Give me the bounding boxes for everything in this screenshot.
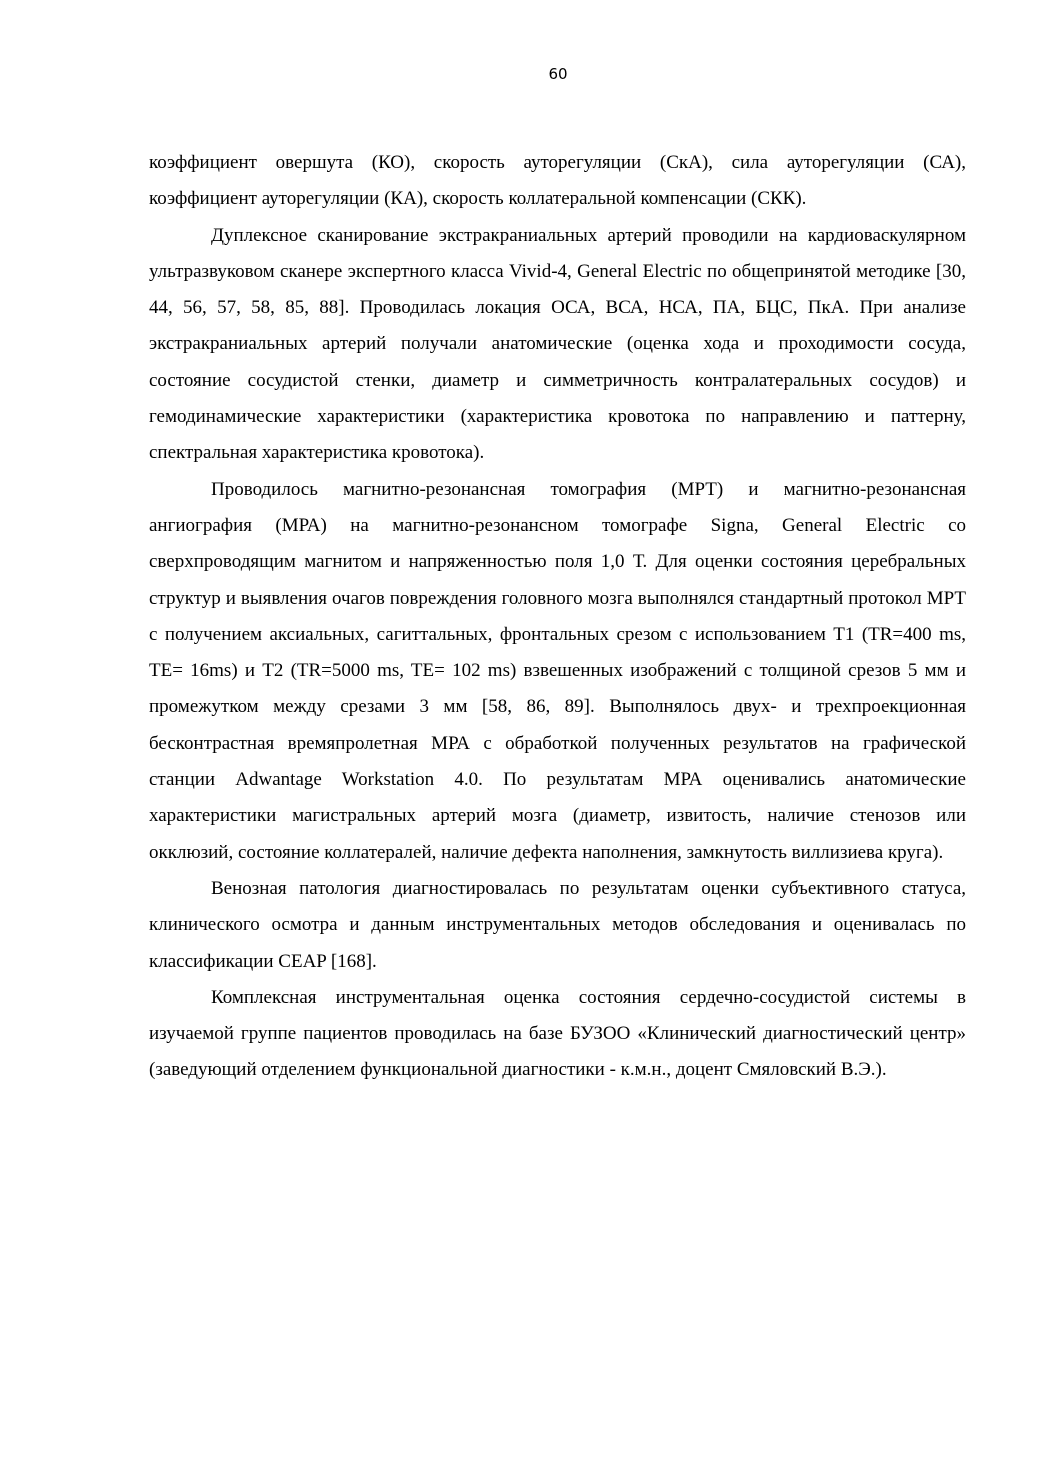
paragraph-mri-mra: Проводилось магнитно-резонансная томография (МРТ) и магнитно-резонансная ангиография (МРА) на магнитно-резонансном томографе Signa, General Electric со сверхпроводящим магнитом и напряженностью поля 1,0 Т. Для оценки состояния церебральных структур и выявления очагов повреждения головного мозга выполнялся стандартный протокол МРТ с получением аксиальных, сагиттальных, фронтальных срезом с использованием Т1 (TR=400 ms, TE= 16ms) и Т2 (TR=5000 ms, TE= 102 ms) взвешенных изображений с толщиной срезов 5 мм и промежутком между срезами 3 мм [58, 86, 89]. Выполнялось двух- и трехпроекционная бесконтрастная времяпролетная МРА с обработкой полученных результатов на графической станции Adwantage Workstation 4.0. По результатам МРА оценивались анатомические характеристики магистральных артерий мозга (диаметр, извитость, наличие стенозов или окклюзий, состояние коллатералей, наличие дефекта наполнения, замкнутость виллизиева круга). <box>149 478 966 863</box>
page-number: 60 <box>548 65 568 83</box>
document-body <box>149 145 966 1089</box>
paragraph-continued: коэффициент овершута (КО), скорость ауторегуляции (СкА), сила ауторегуляции (СА), коэффициент ауторегуляции (КА), скорость коллатеральной компенсации (СКК). <box>149 152 966 210</box>
paragraph-venous-pathology: Венозная патология диагностировалась по результатам оценки субъективного статуса, клинического осмотра и данным инструментальных методов обследования и оценивалась по классификации CEAP [168]. <box>149 877 966 972</box>
paragraph-instrumental-assessment: Комплексная инструментальная оценка состояния сердечно-сосудистой системы в изучаемой группе пациентов проводилась на базе БУЗОО «Клинический диагностический центр» (заведующий отделением функциональной диагностики - к.м.н., доцент Смяловский В.Э.). <box>149 986 966 1081</box>
paragraph-duplex-scanning: Дуплексное сканирование экстракраниальных артерий проводили на кардиоваскулярном ультразвуковом сканере экспертного класса Vivid-4, General Electric по общепринятой методике [30, 44, 56, 57, 58, 85, 88]. Проводилась локация ОСА, ВСА, НСА, ПА, БЦС, ПкА. При анализе экстракраниальных артерий получали анатомические (оценка хода и проходимости сосуда, состояние сосудистой стенки, диаметр и симметричность контралатеральных сосудов) и гемодинамические характеристики (характеристика кровотока по направлению и паттерну, спектральная характеристика кровотока). <box>149 224 966 464</box>
